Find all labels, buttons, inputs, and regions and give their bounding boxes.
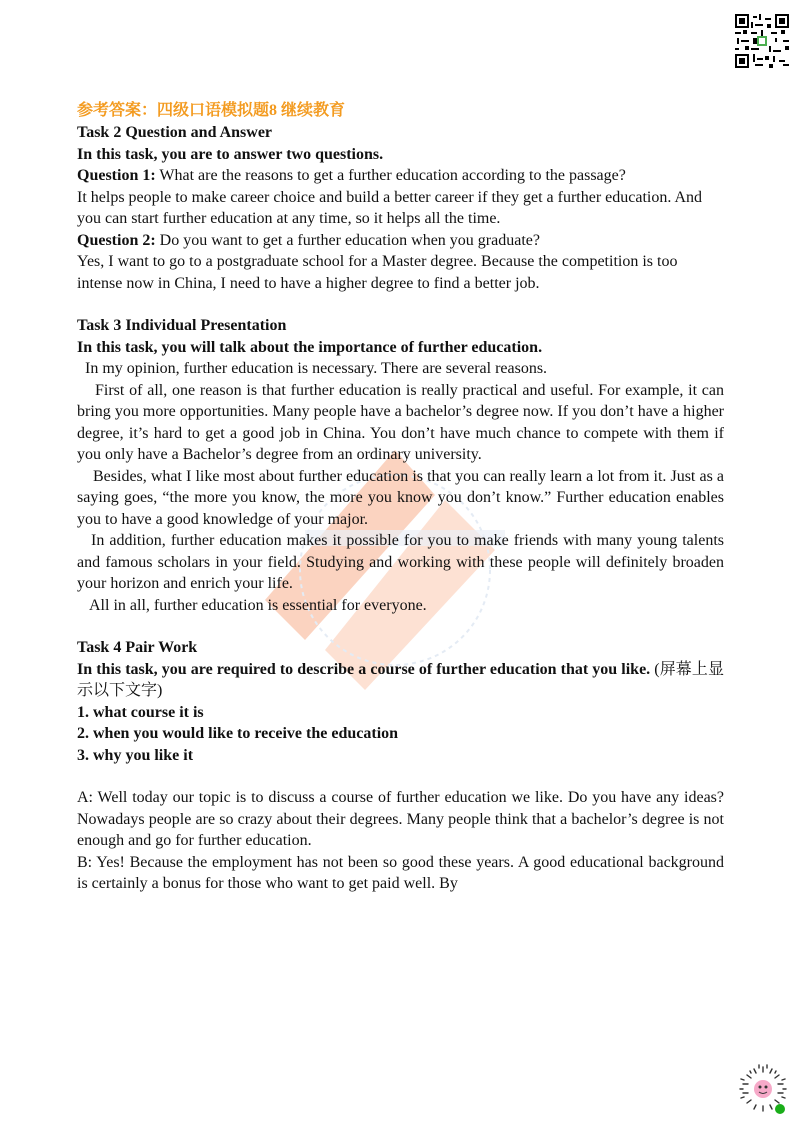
task4-instruction bbox=[77, 659, 724, 702]
presentation-paragraph-1: In my opinion, further education is necessary. There are several reasons. bbox=[85, 360, 548, 377]
task4-instruction-note: (屏幕上显示以下文字) bbox=[77, 660, 724, 699]
task2-heading: Task 2 Question and Answer bbox=[77, 124, 273, 141]
task4-instruction-text: In this task, you are required to describe a course of further education that you like. bbox=[77, 660, 651, 678]
question-1 bbox=[77, 165, 724, 187]
presentation-paragraph-3: Besides, what I like most about further education is that you can really learn a lot from it. Just as a saying goes, “the more you know, the more you know you don’t know.” Further education enables you to have a good knowledge of your major. bbox=[77, 467, 724, 528]
task3-instruction: In this task, you will talk about the importance of further education. bbox=[77, 338, 543, 356]
question-2 bbox=[77, 230, 724, 252]
question-1-text: What are the reasons to get a further education according to the passage? bbox=[155, 167, 626, 184]
presentation-paragraph-2: First of all, one reason is that further education is really practical and useful. For example, it can bring you more opportunities. Many people have a bachelor’s degree now. If you don’t have a higher degree, it’s hard to get a good job in China. You don’t have much chance to compete with them if you only have a Bachelor’s degree from an ordinary university. bbox=[77, 381, 724, 463]
task2-instruction: In this task, you are to answer two questions. bbox=[77, 145, 384, 163]
qr-code-icon bbox=[735, 14, 789, 68]
answer-2: Yes, I want to go to a postgraduate school for a Master degree. Because the competition is too intense now in China, I need to have a higher degree to find a better job. bbox=[77, 253, 678, 292]
task4-point-2: 2. when you would like to receive the education bbox=[77, 725, 399, 742]
task4-point-1: 1. what course it is bbox=[77, 703, 204, 721]
mini-program-code-icon bbox=[738, 1063, 788, 1117]
question-1-label: Question 1: bbox=[77, 167, 156, 184]
presentation-paragraph-4: In addition, further education makes it possible for you to make friends with many young talents and famous scholars in your field. Studying and working with these people will definitely broaden your horizon and enrich your life. bbox=[77, 532, 724, 592]
question-2-label: Question 2: bbox=[77, 231, 156, 249]
task4-heading: Task 4 Pair Work bbox=[77, 639, 198, 656]
dialogue-a: A: Well today our topic is to discuss a course of further education we like. Do you have any ideas? Nowadays people are so crazy about their degrees. Many people think that a bachelor’s degree is not enough and go for further education. bbox=[77, 789, 724, 849]
task4-point-3: 3. why you like it bbox=[77, 746, 194, 764]
dialogue-b: B: Yes! Because the employment has not been so good these years. A good educational background is certainly a bonus for those who want to get paid well. By bbox=[77, 853, 724, 892]
presentation-paragraph-5: All in all, further education is essential for everyone. bbox=[89, 596, 427, 614]
task3-heading: Task 3 Individual Presentation bbox=[77, 317, 287, 334]
answer-1: It helps people to make career choice and build a better career if they get a further education. And you can start further education at any time, so it helps all the time. bbox=[77, 188, 703, 227]
question-2-text: Do you want to get a further education when you graduate? bbox=[155, 231, 540, 249]
page-title: 参考答案：四级口语模拟题8 继续教育 bbox=[77, 102, 346, 119]
